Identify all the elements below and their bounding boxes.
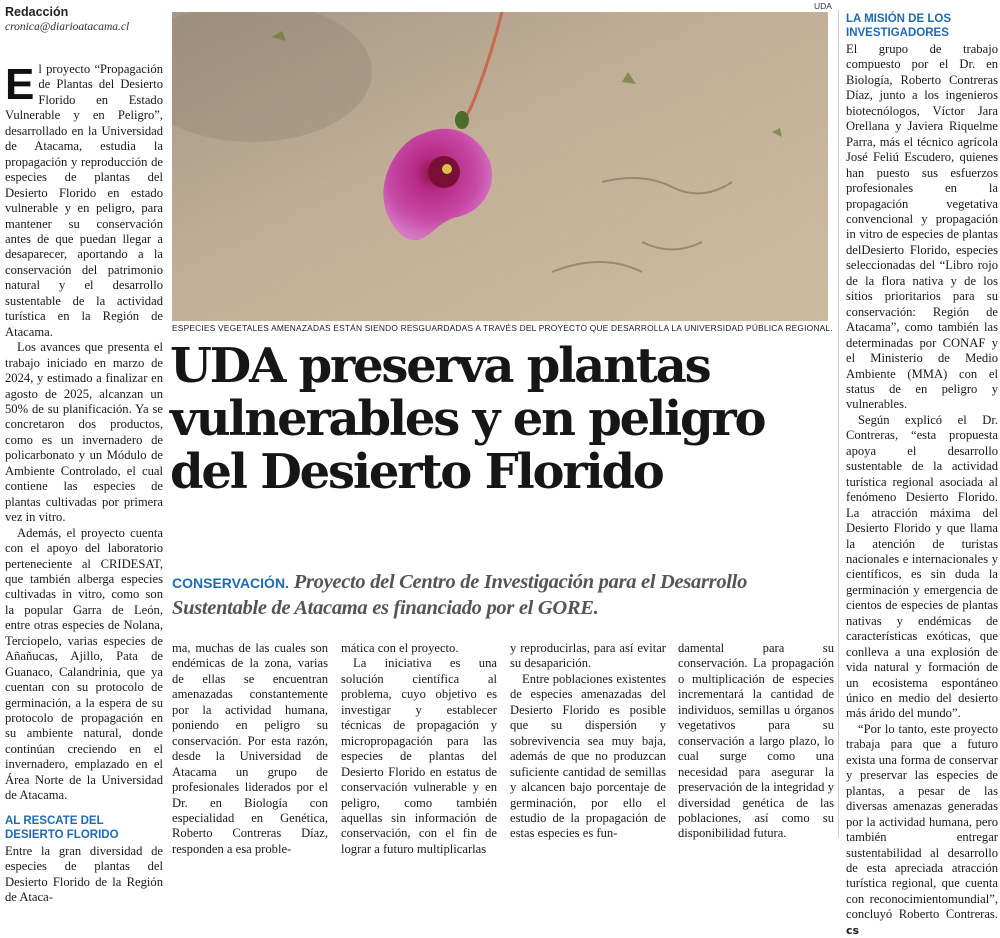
headline-line: UDA preserva plantas bbox=[170, 338, 710, 394]
body-paragraph: Según explicó el Dr. Contreras, “esta propuesta apoya el desarrollo sustentable de la actividad turística regional asociada al fenómeno Desierto Florido. La atracción máxima del Desierto Florido y que llama la atención de turistas nacionales e internacionales y científicos, es sin duda la germinación y emergencia de cientos de especies de plantas nativas y endémicas de características exóticas, que conlleva a una explosión de vida natural y formación de un ecosistema espontáneo único en medio del desierto más árido del mundo”. bbox=[846, 412, 998, 721]
body-paragraph: Entre poblaciones existentes de especies amenazadas del Desierto Florido es posible que su dispersión y sobrevivencia sea muy baja, además de que no produzcan suficiente cantidad de semillas y alcancen bajo porcentaje de germinación, por ello el estudio de la propagación de estas especies es fun- bbox=[510, 671, 666, 841]
right-column bbox=[846, 12, 998, 938]
headline-line: vulnerables y en peligro bbox=[170, 391, 765, 447]
byline-email: cronica@diarioatacama.cl bbox=[5, 21, 130, 33]
photo-credit: UDA bbox=[814, 1, 832, 11]
byline bbox=[5, 4, 165, 35]
body-paragraph: y reproducirlas, para así evitar su desaparición. bbox=[510, 641, 666, 671]
body-column-2 bbox=[341, 641, 497, 857]
body-column-1 bbox=[172, 641, 328, 857]
headline bbox=[170, 340, 840, 499]
left-column bbox=[5, 62, 163, 906]
body-paragraph: mática con el proyecto. bbox=[341, 641, 459, 655]
deck-text: Proyecto del Centro de Investigación para el Desarrollo Sustentable de Atacama es financiado por el GORE. bbox=[172, 571, 748, 619]
body-paragraph: Los avances que presenta el trabajo iniciado en marzo de 2024, y estimado a finalizar en agosto de 2025, alcanzan un 50% de su planificación. Ya se concretaron dos productos, como es un invernadero de policarbonato y un Módulo de Ambiente Controlado, el cual contiene las especies de plantas cultivadas por primera vez in vitro. bbox=[5, 340, 163, 525]
headline-line: del Desierto Florido bbox=[170, 444, 663, 500]
body-paragraph: La iniciativa es una solución científica al problema, cuyo objetivo es investigar y establecer técnicas de propagación y micropropagación para las especies de plantas del Desierto Florido en estatus de conservación vulnerable y en peligro, como también aquellas sin información de conservación, con el fin de lograr a futuro multiplicarlas bbox=[341, 656, 497, 856]
body-paragraph: Además, el proyecto cuenta con el apoyo del laboratorio perteneciente al CRIDESAT, que también alberga especies cultivadas in vitro, como son la popular Garra de León, entre otras especies de Nolana, Terciopelo, varias especies de Añañucas, Ajillo, Pata de Guanaco, Calandrinia, que ya cuentan con su protocolo de germinación, a la espera de su protocolo de propagación en su ambiente natural, donde continúan creciendo en el invernadero, emplazado en el Área Norte de la Universidad de Atacama. bbox=[5, 525, 163, 803]
deck bbox=[172, 570, 832, 621]
deck-kicker: CONSERVACIÓN. bbox=[172, 575, 289, 591]
end-mark: cs bbox=[846, 923, 860, 937]
section-subhead: AL RESCATE DEL DESIERTO FLORIDO bbox=[5, 814, 119, 841]
body-paragraph: Entre la gran diversidad de especies de plantas del Desierto Florido de la Región de Ataca- bbox=[5, 843, 163, 905]
column-rule bbox=[838, 10, 839, 838]
section-subhead: LA MISIÓN DE LOS INVESTIGADORES bbox=[846, 13, 951, 39]
drop-cap: E bbox=[5, 60, 35, 109]
body-paragraph: ma, muchas de las cuales son endémicas de la zona, varias de ellas se encuentran amenazadas constantemente por la actividad humana, poniendo en peligro su conservación. Por esta razón, desde la Universidad de Atacama un grupo de profesionales liderados por el Dr. en Biología con especialidad en Genética, Roberto Contreras Díaz, responden a esa proble- bbox=[172, 641, 328, 856]
body-paragraph: “Por lo tanto, este proyecto trabaja para que a futuro exista una forma de conservar y preservar las especies de plantas, a pesar de las diversas amenazas generadas por la actividad humana, pero también entregar sustentabilidad al desarrollo de esta apreciada atracción turística regional, que cuenta con reconocimientomundial”, concluyó Roberto Contreras. cs bbox=[846, 721, 998, 937]
body-paragraph: damental para su conservación. La propagación o multiplicación de especies incrementará la cantidad de individuos, semillas u órganos vegetativos para su conservación a largo plazo, lo cual surge como una necesidad para asegurar la preservación de la integridad y diversidad genética de las poblaciones, así como su disponibilidad futura. bbox=[678, 641, 834, 841]
photo-caption: ESPECIES VEGETALES AMENAZADAS ESTÁN SIENDO RESGUARDADAS A TRAVÉS DEL PROYECTO QUE DESARROLLA LA UNIVERSIDAD PÚBLICA REGIONAL. bbox=[172, 323, 833, 333]
body-column-4 bbox=[678, 641, 834, 842]
body-paragraph: El grupo de trabajo compuesto por el Dr. en Biología, Roberto Contreras Díaz, junto a los ingenieros biotecnólogos, Víctor Jara Orellana y Javiera Riquelme Parra, más el técnico agrícola José Feliú Escudero, quienes han puesto sus esfuerzos profesionales en la propagación vegetativa convencional y propagación in vitro de especies de plantas delDesierto Florido, especies seleccionadas del “Libro rojo de la flora nativa y de los sitios prioritarios para su conservación: Región de Atacama”, como también las determinadas por CONAF y el Ministerio de Medio Ambiente (MMA) con el status de en peligro y vulnerables. bbox=[846, 42, 998, 412]
flower-photo bbox=[172, 12, 828, 321]
lead-paragraph: El proyecto “Propagación de Plantas del Desierto Florido en Estado Vulnerable y en Peligro”, desarrollado en la Universidad de Atacama, estudia la propagación y reproducción de especies de plantas del Desierto Florido en estado vulnerable y en peligro, para mantener su conservación antes de que puedan llegar a desaparecer, aportando a la conservación del patrimonio natural y el desarrollo sustentable de la actividad turística en la Región de Atacama. bbox=[5, 60, 163, 339]
byline-author: Redacción bbox=[5, 5, 69, 19]
body-column-3 bbox=[510, 641, 666, 842]
